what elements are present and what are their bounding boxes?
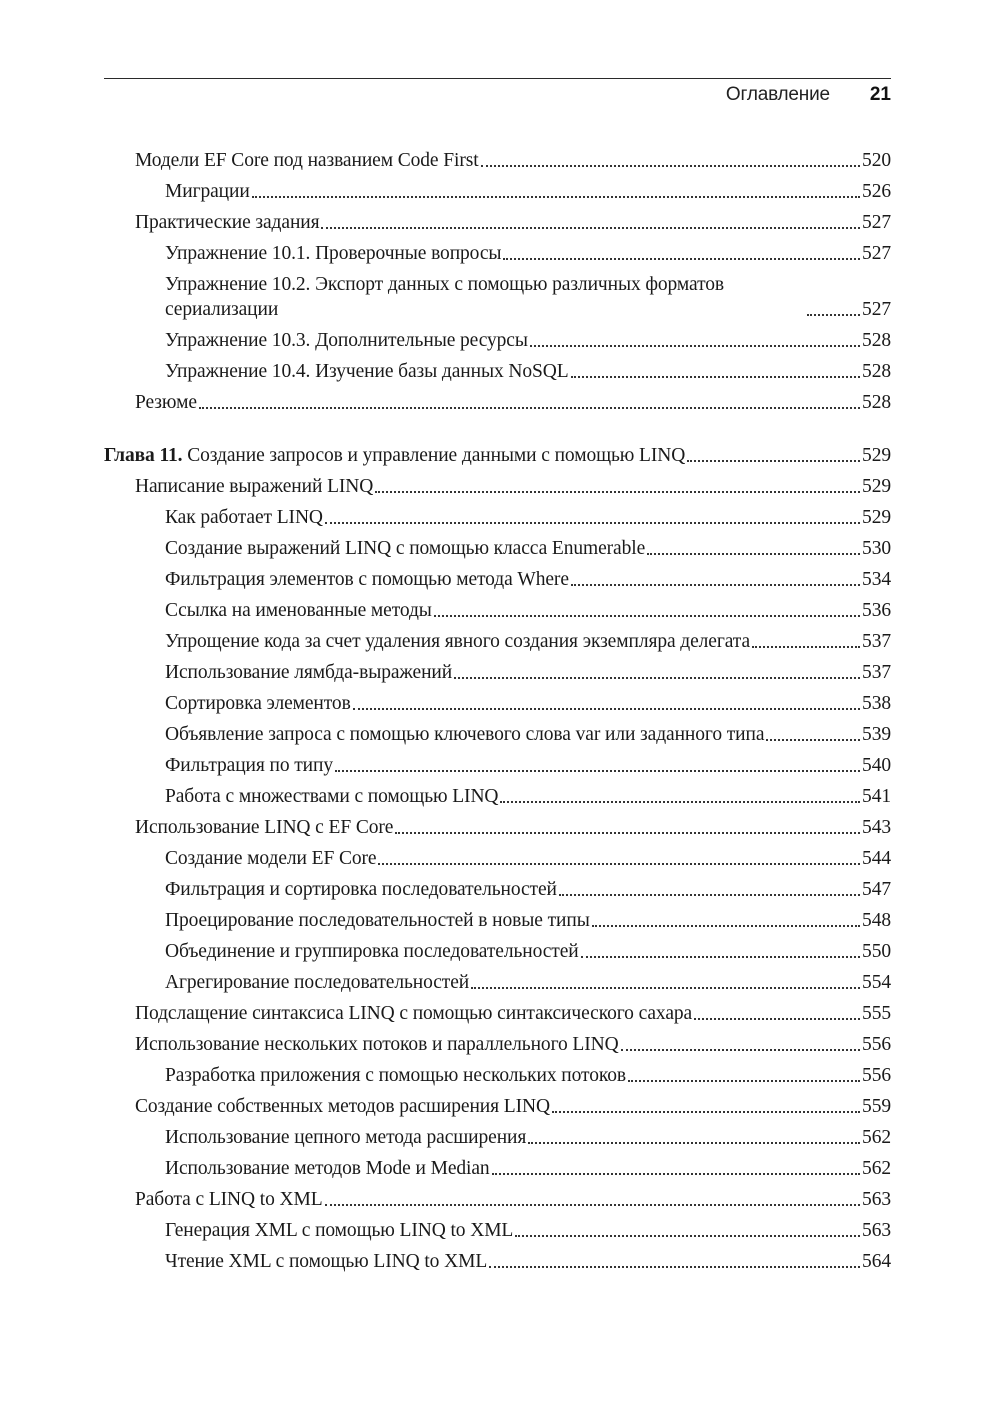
toc-entry[interactable] [104,502,891,533]
toc-entry-page: 536 [862,600,891,621]
toc-entry[interactable] [104,781,891,812]
toc-entry-title: Использование LINQ с EF Core [135,817,394,838]
toc-entry[interactable] [104,1153,891,1184]
dot-leader [581,955,860,958]
dot-leader [530,344,860,347]
toc-entry[interactable] [104,1091,891,1122]
chapter-page-number: 529 [862,445,891,466]
dot-leader [325,1203,860,1206]
dot-leader [489,1265,860,1268]
toc-entry-page: 563 [862,1189,891,1210]
toc-entry[interactable] [104,387,891,418]
toc-entry-title: Упражнение 10.1. Проверочные вопросы [165,243,502,264]
toc-entry-title: Фильтрация элементов с помощью метода Where [165,569,569,590]
toc-entry-page: 562 [862,1158,891,1179]
dot-leader [199,406,860,409]
toc-entry-page: 530 [862,538,891,559]
toc-entry-title: Упражнение 10.2. Экспорт данных с помощью различных форматов сериализации [165,274,724,320]
dot-leader [378,862,860,865]
toc-entry-title: Написание выражений LINQ [135,476,374,497]
toc-entry-title: Объявление запроса с помощью ключевого слова var или заданного типа [165,724,765,745]
toc-entry[interactable] [104,1215,891,1246]
dot-leader [766,738,860,741]
toc-entry-title: Объединение и группировка последовательностей [165,941,579,962]
toc-entry[interactable] [104,1246,891,1277]
toc-entry-page: 563 [862,1220,891,1241]
chapter-heading-text [104,443,685,468]
toc-entry[interactable] [104,325,891,356]
toc-entry[interactable] [104,356,891,387]
toc-entry[interactable] [104,626,891,657]
toc-entry-page: 527 [862,243,891,264]
dot-leader [628,1079,860,1082]
toc-entry-title: Использование методов Mode и Median [165,1158,490,1179]
toc-entry-title: Практические задания [135,212,320,233]
toc-entry[interactable] [104,750,891,781]
dot-leader [571,583,860,586]
toc-entry-page: 555 [862,1003,891,1024]
dot-leader [503,257,860,260]
toc-entry[interactable] [104,874,891,905]
dot-leader [252,195,860,198]
dot-leader [325,521,860,524]
toc-entry[interactable] [104,207,891,238]
toc-entry-title: Использование лямбда-выражений [165,662,453,683]
toc-entry[interactable] [104,564,891,595]
toc-entry-page: 526 [862,181,891,202]
dot-leader [694,1017,860,1020]
dot-leader [752,645,860,648]
toc-entry-title: Создание модели EF Core [165,848,377,869]
dot-leader [454,676,860,679]
toc-entry[interactable] [104,719,891,750]
toc-continuation-section [104,145,891,418]
toc-entry-title: Фильтрация по типу [165,755,334,776]
toc-entry[interactable] [104,843,891,874]
toc-entry-title: Работа с LINQ to XML [135,1189,323,1210]
toc-chapter-entries [104,471,891,1277]
toc-entry-title: Модели EF Core под названием Code First [135,150,479,171]
dot-leader [500,800,860,803]
toc-entry-page: 527 [862,212,891,233]
page-number: 21 [869,84,891,105]
header-rule [104,78,891,79]
dot-leader [528,1141,860,1144]
toc-entry-page: 537 [862,631,891,652]
toc-entry-page: 538 [862,693,891,714]
toc-entry[interactable] [104,936,891,967]
toc-entry-title: Генерация XML с помощью LINQ to XML [165,1220,514,1241]
toc-entry-page: 520 [862,150,891,171]
dot-leader [687,459,860,462]
dot-leader [592,924,860,927]
toc-entry-title: Чтение XML с помощью LINQ to XML [165,1251,488,1272]
dot-leader [321,226,860,229]
toc-entry-page: 547 [862,879,891,900]
toc-entry-title: Использование цепного метода расширения [165,1127,527,1148]
toc-entry-title: Проецирование последовательностей в новые типы [165,910,590,931]
toc-entry[interactable] [104,238,891,269]
toc-entry-title: Использование нескольких потоков и параллельного LINQ [135,1034,619,1055]
toc-entry-page: 528 [862,330,891,351]
dot-leader [552,1110,860,1113]
toc-entry-title: Фильтрация и сортировка последовательностей [165,879,557,900]
toc-entry[interactable] [104,533,891,564]
dot-leader [492,1172,860,1175]
toc-entry-title: Упрощение кода за счет удаления явного создания экземпляра делегата [165,631,751,652]
toc-entry-page: 539 [862,724,891,745]
toc-entry-title: Работа с множествами с помощью LINQ [165,786,499,807]
toc-entry-title: Создание собственных методов расширения LINQ [135,1096,550,1117]
toc-entry-page: 528 [862,392,891,413]
toc-chapter-heading[interactable] [104,440,891,471]
toc-entry-page: 554 [862,972,891,993]
toc-entry-page: 562 [862,1127,891,1148]
toc-entry-page: 556 [862,1065,891,1086]
toc-entry-title: Резюме [135,392,197,413]
toc-entry[interactable] [104,595,891,626]
dot-leader [375,490,860,493]
dot-leader [395,831,860,834]
dot-leader [807,313,860,316]
running-header-title: Оглавление [725,84,830,105]
toc-entry-title: Разработка приложения с помощью нескольких потоков [165,1065,626,1086]
dot-leader [647,552,860,555]
chapter-label: Глава 11. [104,445,183,466]
chapter-title: Создание запросов и управление данными с помощью LINQ [187,445,686,466]
dot-leader [335,769,860,772]
toc-entry-title: Ссылка на именованные методы [165,600,432,621]
toc-entry-page: 556 [862,1034,891,1055]
toc-entry-page: 527 [862,299,891,320]
toc-entry[interactable] [104,1184,891,1215]
toc-entry-title: Подслащение синтаксиса LINQ с помощью синтаксического сахара [135,1003,693,1024]
toc-entry-page: 564 [862,1251,891,1272]
toc-entry-page: 544 [862,848,891,869]
toc-entry-title: Миграции [165,181,250,202]
toc-entry-title: Сортировка элементов [165,693,351,714]
toc-entry[interactable] [104,1029,891,1060]
toc-entry-page: 541 [862,786,891,807]
toc-entry[interactable] [104,145,891,176]
dot-leader [515,1234,860,1237]
toc-chapter-11 [104,440,891,1277]
toc-entry[interactable] [104,1122,891,1153]
toc-entry-page: 548 [862,910,891,931]
toc-entry-page: 559 [862,1096,891,1117]
toc-entry-page: 537 [862,662,891,683]
toc-entry-page: 529 [862,476,891,497]
toc-entry[interactable] [104,269,891,325]
toc-entry[interactable] [104,471,891,502]
toc-entry-title: Упражнение 10.3. Дополнительные ресурсы [165,330,528,351]
toc-entry-title: Агрегирование последовательностей [165,972,470,993]
toc-entry[interactable] [104,657,891,688]
toc-entry-page: 529 [862,507,891,528]
toc-entry[interactable] [104,812,891,843]
dot-leader [481,164,861,167]
toc-entry-page: 550 [862,941,891,962]
dot-leader [559,893,860,896]
toc-entry-title: Создание выражений LINQ с помощью класса Enumerable [165,538,646,559]
toc-entry[interactable] [104,1060,891,1091]
toc-entry-page: 528 [862,361,891,382]
running-header [104,84,891,114]
toc-entry-title: Как работает LINQ [165,507,323,528]
dot-leader [471,986,860,989]
table-of-contents [104,145,891,1277]
toc-entry-page: 540 [862,755,891,776]
toc-entry[interactable] [104,967,891,998]
dot-leader [434,614,860,617]
toc-entry[interactable] [104,998,891,1029]
toc-entry-page: 543 [862,817,891,838]
dot-leader [353,707,860,710]
dot-leader [571,375,860,378]
toc-entry[interactable] [104,905,891,936]
toc-entry-page: 534 [862,569,891,590]
toc-entry[interactable] [104,688,891,719]
dot-leader [621,1048,860,1051]
toc-entry-title: Упражнение 10.4. Изучение базы данных NoSQL [165,361,569,382]
toc-entry[interactable] [104,176,891,207]
